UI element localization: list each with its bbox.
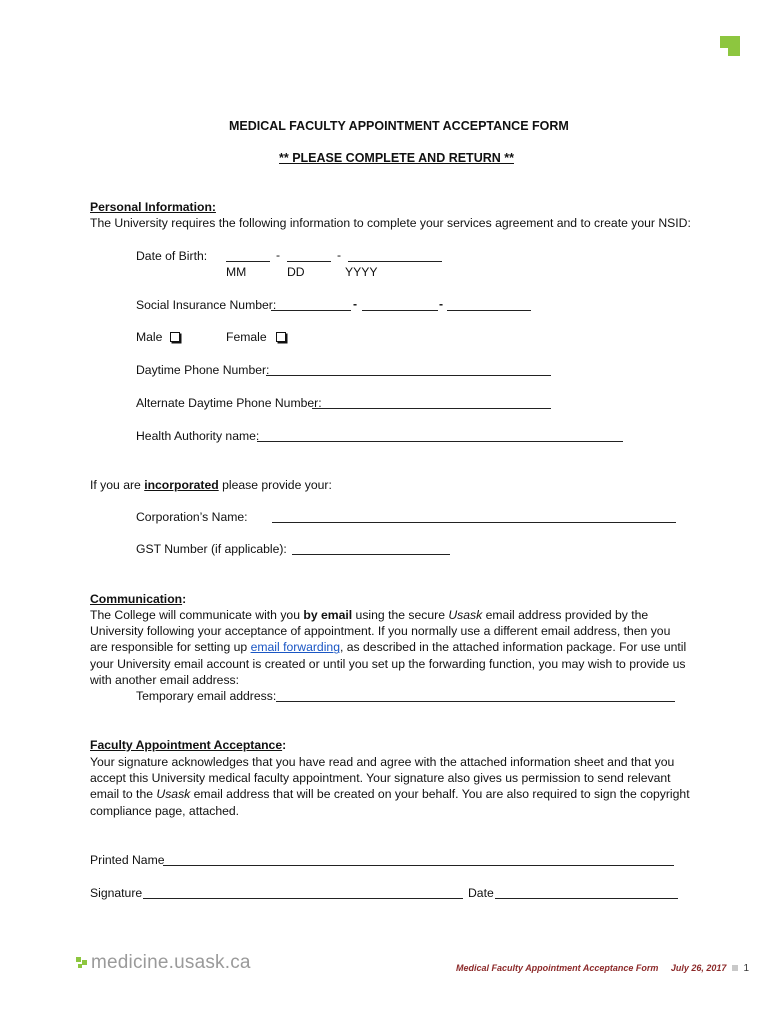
communication-bold: by email [303,608,353,622]
communication-heading-text: Communication [90,592,183,606]
corner-logo-mark-icon [720,36,740,56]
printed-name-field[interactable] [163,865,674,866]
corporation-name-field[interactable] [272,522,676,523]
footer-date: July 26, 2017 [670,963,727,973]
form-subtitle: ** PLEASE COMPLETE AND RETURN ** [279,151,514,165]
gst-number-label: GST Number (if applicable): [136,542,287,556]
male-label: Male [136,330,163,344]
footer-logo-text: medicine.usask.ca [91,952,251,973]
acceptance-text-2: email address that will be created on your behalf. You are also required to sign the copyright compliance page, attached. [90,787,690,818]
date-label: Date [468,886,494,900]
female-checkbox[interactable] [276,332,286,342]
male-option [136,330,180,344]
acceptance-usask: Usask [156,787,191,802]
dob-dd-label: DD [287,265,305,279]
health-authority-label: Health Authority name: [136,429,260,443]
footer-logo-mark-icon [76,957,88,969]
acceptance-heading [90,738,286,752]
phone-label: Daytime Phone Number: [136,363,270,377]
dob-mm-label: MM [226,265,247,279]
incorporated-intro [90,478,332,492]
temp-email-label: Temporary email address: [136,689,277,703]
dob-year-field[interactable] [348,261,442,262]
alt-phone-field[interactable] [312,408,551,409]
female-option [226,330,286,344]
communication-text-2: using the secure [352,608,449,622]
acceptance-heading-colon: : [282,738,287,752]
footer-info [456,963,749,974]
personal-info-intro: The University requires the following information to complete your services agreement and to create your NSID: [90,216,691,230]
dob-yyyy-label: YYYY [345,265,378,279]
footer-form-name: Medical Faculty Appointment Acceptance Form [456,963,659,973]
communication-text-3: email address provided by the University following your acceptance of appointment. If you normally use a different email address, then you are responsible for setting up [90,608,671,655]
email-forwarding-link[interactable]: email forwarding [250,640,340,655]
female-label: Female [226,330,267,344]
personal-info-heading: Personal Information: [90,200,216,214]
communication-text-4: , as described in the attached information package. For use until your University email account is created or until you set up the forwarding function, you may wish to provide us with another email address: [90,640,687,687]
incorporated-suffix: please provide your: [218,478,332,492]
communication-usask: Usask [448,608,483,622]
date-field[interactable] [495,898,678,899]
sin-dash: - [353,297,358,311]
sin-field-2[interactable] [362,310,438,311]
dob-label: Date of Birth: [136,249,208,263]
acceptance-paragraph [90,754,690,819]
incorporated-keyword: incorporated [144,478,219,492]
communication-heading-colon: : [182,592,187,606]
male-checkbox[interactable] [170,332,180,342]
acceptance-text-1: Your signature acknowledges that you have read and agree with the attached information sheet and that you accept this University medical faculty appointment. Your signature also gives us permission to send relevant email to the [90,755,675,802]
communication-text-1: The College will communicate with you [90,608,304,622]
sin-field-1[interactable] [271,310,351,311]
dob-dash: - [276,248,281,262]
communication-paragraph [90,607,690,688]
health-authority-field[interactable] [257,441,623,442]
printed-name-label: Printed Name [90,853,165,867]
dob-dash: - [337,248,342,262]
gst-number-field[interactable] [292,554,450,555]
signature-field[interactable] [143,898,463,899]
footer-logo [76,952,251,974]
sin-dash: - [439,297,444,311]
footer-page-number: 1 [743,963,750,974]
form-title: MEDICAL FACULTY APPOINTMENT ACCEPTANCE FORM [229,119,569,133]
incorporated-prefix: If you are [90,478,145,492]
acceptance-heading-text: Faculty Appointment Acceptance [90,738,283,752]
dob-day-field[interactable] [287,261,331,262]
footer-separator-icon [732,965,738,971]
alt-phone-label: Alternate Daytime Phone Number: [136,396,322,410]
communication-heading [90,592,186,606]
signature-label: Signature [90,886,143,900]
sin-field-3[interactable] [447,310,531,311]
corporation-name-label: Corporation’s Name: [136,510,248,524]
temp-email-field[interactable] [276,701,675,702]
phone-field[interactable] [266,375,551,376]
dob-month-field[interactable] [226,261,270,262]
sin-label: Social Insurance Number: [136,298,277,312]
